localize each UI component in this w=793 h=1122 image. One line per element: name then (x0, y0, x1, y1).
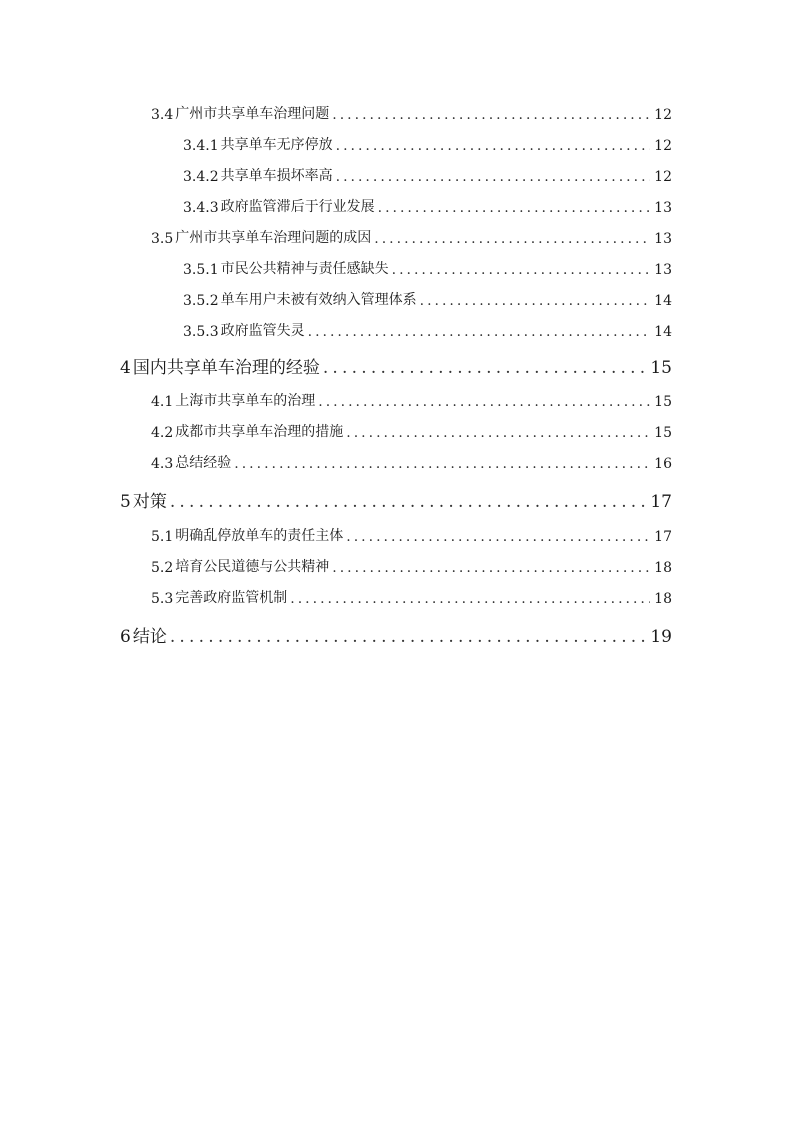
toc-entry[interactable] (183, 134, 672, 154)
toc-entry-number: 4.2 (151, 425, 174, 441)
toc-entry-page: 15 (654, 425, 672, 441)
toc-entry-number: 5.3 (151, 591, 174, 607)
toc-entry-title: 市民公共精神与责任感缺失 (220, 261, 389, 277)
toc-entry-page: 16 (654, 456, 672, 472)
toc-entry-number: 4.3 (151, 456, 174, 472)
toc-entry-title: 广州市共享单车治理问题的成因 (175, 230, 372, 246)
toc-entry[interactable] (151, 421, 672, 441)
toc-dot-leader (318, 394, 650, 410)
toc-entry[interactable] (151, 227, 672, 247)
toc-entry-title: 共享单车损坏率高 (220, 168, 333, 184)
toc-entry-number: 5 (120, 492, 131, 512)
toc-entry-number: 5.1 (151, 529, 174, 545)
toc-entry-page: 14 (654, 324, 672, 340)
toc-entry-page: 19 (650, 627, 672, 647)
toc-dot-leader (308, 324, 651, 340)
toc-entry-page: 12 (654, 138, 672, 154)
toc-dot-leader (392, 262, 651, 278)
toc-entry-number: 3.5.2 (183, 293, 219, 309)
toc-entry-page: 13 (654, 231, 672, 247)
toc-entry-page: 12 (654, 107, 672, 123)
toc-entry-page: 18 (654, 560, 672, 576)
toc-entry[interactable] (183, 196, 672, 216)
toc-entry-page: 13 (654, 262, 672, 278)
toc-dot-leader (336, 138, 651, 154)
toc-entry-page: 15 (654, 394, 672, 410)
toc-entry[interactable] (151, 103, 672, 123)
toc-entry-title: 完善政府监管机制 (175, 590, 288, 606)
toc-entry-title: 总结经验 (175, 455, 232, 471)
toc-entry[interactable] (183, 320, 672, 340)
toc-entry-page: 14 (654, 293, 672, 309)
toc-entry[interactable] (183, 258, 672, 278)
toc-entry-title: 结论 (132, 627, 167, 647)
toc-entry-page: 15 (650, 358, 672, 378)
toc-dot-leader (170, 492, 647, 512)
toc-entry[interactable] (183, 165, 672, 185)
toc-entry-title: 培育公民道德与公共精神 (175, 559, 330, 575)
toc-entry-number: 3.4.2 (183, 169, 219, 185)
toc-entry-number: 3.4.1 (183, 138, 219, 154)
toc-entry-page: 17 (650, 492, 672, 512)
toc-entry-number: 4.1 (151, 394, 174, 410)
toc-entry[interactable] (151, 390, 672, 410)
toc-dot-leader (323, 358, 647, 378)
toc-entry-number: 6 (120, 627, 131, 647)
toc-entry-title: 单车用户未被有效纳入管理体系 (220, 292, 417, 308)
toc-dot-leader (336, 169, 651, 185)
toc-entry-page: 13 (654, 200, 672, 216)
toc-entry[interactable] (151, 556, 672, 576)
toc-entry-title: 对策 (132, 492, 167, 512)
toc-dot-leader (234, 456, 650, 472)
toc-entry-title: 政府监管滞后于行业发展 (220, 199, 375, 215)
toc-entry-title: 广州市共享单车治理问题 (175, 106, 330, 122)
toc-entry[interactable] (183, 289, 672, 309)
toc-dot-leader (378, 200, 651, 216)
toc-entry-page: 18 (654, 591, 672, 607)
toc-entry-title: 国内共享单车治理的经验 (132, 358, 320, 378)
toc-entry-title: 上海市共享单车的治理 (175, 393, 316, 409)
toc-entry-title: 共享单车无序停放 (220, 137, 333, 153)
toc-dot-leader (374, 231, 650, 247)
toc-dot-leader (420, 293, 651, 309)
toc-entry-number: 3.5.1 (183, 262, 219, 278)
toc-entry-number: 3.5 (151, 231, 174, 247)
toc-entry-title: 政府监管失灵 (220, 323, 305, 339)
toc-entry-chapter[interactable] (120, 622, 672, 647)
toc-entry-chapter[interactable] (120, 487, 672, 512)
toc-entry-chapter[interactable] (120, 353, 672, 378)
toc-entry-title: 成都市共享单车治理的措施 (175, 424, 344, 440)
toc-entry[interactable] (151, 452, 672, 472)
toc-entry-number: 3.5.3 (183, 324, 219, 340)
toc-dot-leader (170, 627, 647, 647)
toc-dot-leader (332, 560, 650, 576)
toc-entry[interactable] (151, 587, 672, 607)
toc-dot-leader (332, 107, 650, 123)
toc-dot-leader (346, 529, 650, 545)
toc-entry[interactable] (151, 525, 672, 545)
toc-entry-number: 5.2 (151, 560, 174, 576)
toc-dot-leader (290, 591, 650, 607)
toc-entry-number: 4 (120, 358, 131, 378)
toc-entry-page: 17 (654, 529, 672, 545)
toc-entry-title: 明确乱停放单车的责任主体 (175, 528, 344, 544)
toc-entry-number: 3.4 (151, 107, 174, 123)
toc-entry-page: 12 (654, 169, 672, 185)
toc-dot-leader (346, 425, 650, 441)
toc-entry-number: 3.4.3 (183, 200, 219, 216)
